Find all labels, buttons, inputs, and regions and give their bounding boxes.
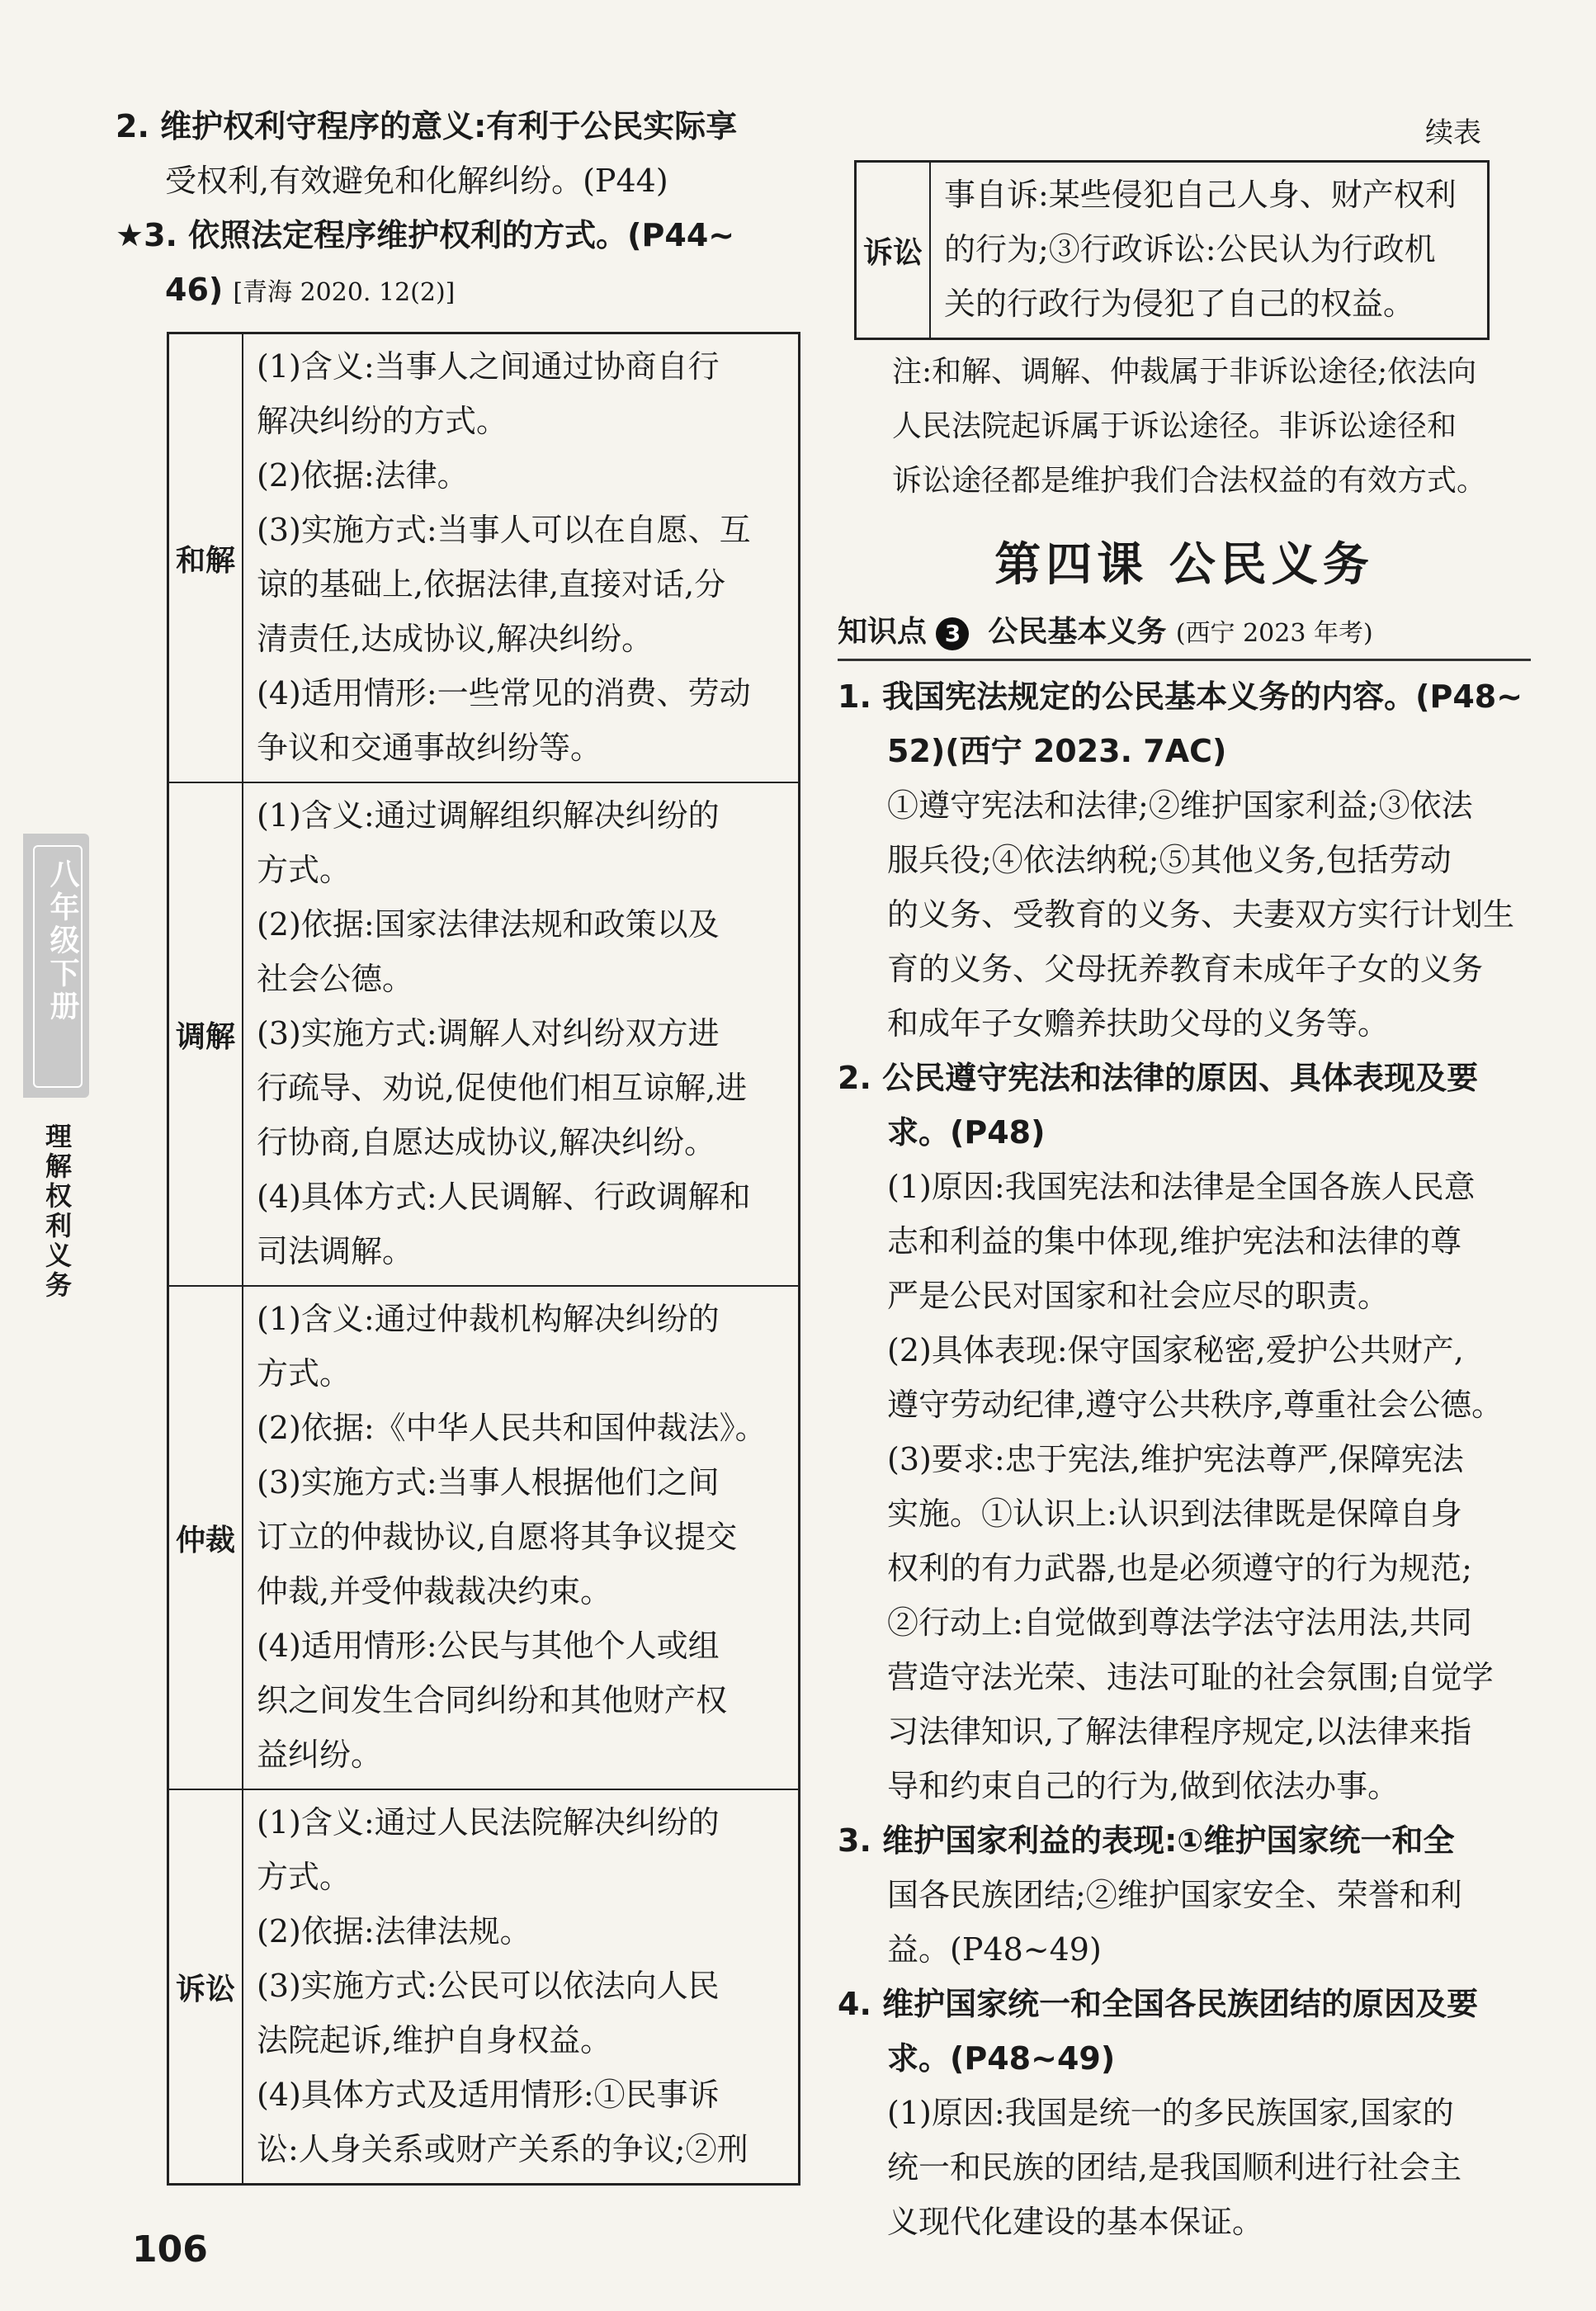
continued-table <box>854 160 1490 340</box>
row-body <box>243 1286 800 1789</box>
continued-label: 续表 <box>1425 116 1481 149</box>
row-line: 清责任,达成协议,解决纠纷。 <box>257 621 654 657</box>
row-line: (2)依据:法律。 <box>257 457 469 494</box>
page-number: 106 <box>132 2228 208 2271</box>
row-line: (1)含义:通过调解组织解决纠纷的 <box>257 797 720 834</box>
item-2-line: (3)要求:忠于宪法,维护宪法尊严,保障宪法 <box>887 1441 1464 1477</box>
right-items <box>838 669 1531 2249</box>
kp-title: 公民基本义务 <box>988 615 1167 649</box>
item-3-line-2 <box>116 262 800 320</box>
table-row <box>168 333 800 783</box>
row-line: 行疏导、劝说,促使他们相互谅解,进 <box>257 1070 748 1106</box>
item-1-line: 52)(西宁 2023. 7AC) <box>887 733 1227 769</box>
row-body <box>243 1789 800 2185</box>
methods-table <box>167 332 800 2186</box>
row-line: 讼:人身关系或财产关系的争议;②刑 <box>257 2131 748 2167</box>
continued-line: 关的行政行为侵犯了自己的权益。 <box>944 286 1415 322</box>
row-body <box>243 782 800 1286</box>
side-tab-grade: 八年级下册 <box>45 858 79 1023</box>
table-row <box>168 1789 800 2185</box>
item-4-line: 统一和民族的团结,是我国顺利进行社会主 <box>887 2149 1462 2186</box>
row-line: 解决纠纷的方式。 <box>257 403 508 439</box>
continued-line: 事自诉:某些侵犯自己人身、财产权利 <box>944 177 1457 213</box>
continued-row-body <box>930 162 1489 339</box>
item-3-line-1: ★3. 依照法定程序维护权利的方式。(P44~ <box>116 217 735 253</box>
row-line: 益纠纷。 <box>257 1737 383 1773</box>
item-4-line: 求。(P48~49) <box>887 2040 1116 2077</box>
row-line: 法院起诉,维护自身权益。 <box>257 2022 612 2058</box>
item-3-line: 3. 维护国家利益的表现:①维护国家统一和全 <box>838 1822 1455 1859</box>
right-column <box>838 106 1531 2249</box>
note <box>838 345 1531 508</box>
row-line: (3)实施方式:公民可以依法向人民 <box>257 1968 720 2004</box>
item-2-line: 习法律知识,了解法律程序规定,以法律来指 <box>887 1713 1472 1750</box>
item-2-line: ②行动上:自觉做到尊法学法守法用法,共同 <box>887 1604 1472 1641</box>
row-line: (1)含义:通过仲裁机构解决纠纷的 <box>257 1301 720 1337</box>
row-line: 司法调解。 <box>257 1233 414 1269</box>
row-line: (3)实施方式:调解人对纠纷双方进 <box>257 1015 720 1052</box>
lesson-title: 第四课 公民义务 <box>994 538 1374 592</box>
row-line: 方式。 <box>257 852 352 888</box>
kp-exam: (西宁 2023 年考) <box>1175 619 1373 648</box>
side-tab <box>23 834 89 1098</box>
row-line: (4)适用情形:公民与其他个人或组 <box>257 1628 720 1664</box>
item-2-line-1: 2. 维护权利守程序的意义:有利于公民实际享 <box>116 108 738 144</box>
row-line: (2)依据:法律法规。 <box>257 1913 531 1949</box>
item-2-line: 求。(P48) <box>887 1114 1046 1151</box>
item-1-line: 1. 我国宪法规定的公民基本义务的内容。(P48~ <box>838 678 1523 715</box>
item-1-line: 服兵役;④依法纳税;⑤其他义务,包括劳动 <box>887 842 1452 878</box>
item-3-line: 国各民族团结;②维护国家安全、荣誉和利 <box>887 1877 1462 1913</box>
kp-number-badge: 3 <box>936 617 969 650</box>
row-line: 方式。 <box>257 1355 352 1392</box>
note-line: 人民法院起诉属于诉讼途径。非诉讼途径和 <box>892 409 1457 443</box>
row-line: (4)具体方式:人民调解、行政调解和 <box>257 1179 751 1215</box>
row-head: 仲裁 <box>168 1286 243 1789</box>
item-3-pages: 46) <box>165 272 224 308</box>
row-line: 订立的仲裁协议,自愿将其争议提交 <box>257 1519 738 1555</box>
item-2-line: 实施。①认识上:认识到法律既是保障自身 <box>887 1496 1462 1532</box>
item-2-line: 导和约束自己的行为,做到依法办事。 <box>887 1768 1400 1804</box>
item-1-line: 育的义务、父母抚养教育未成年子女的义务 <box>887 951 1484 987</box>
row-line: 争议和交通事故纠纷等。 <box>257 730 602 766</box>
row-line: 行协商,自愿达成协议,解决纠纷。 <box>257 1124 716 1160</box>
table-row <box>168 1286 800 1789</box>
item-4-line: 4. 维护国家统一和全国各民族团结的原因及要 <box>838 1986 1479 2022</box>
item-2-line: (1)原因:我国宪法和法律是全国各族人民意 <box>887 1169 1476 1205</box>
table-row <box>168 782 800 1286</box>
item-2-line: 遵守劳动纪律,遵守公共秩序,尊重社会公德。 <box>887 1387 1504 1423</box>
item-1-line: ①遵守宪法和法律;②维护国家利益;③依法 <box>887 787 1473 824</box>
row-line: (2)依据:《中华人民共和国仲裁法》。 <box>257 1410 767 1446</box>
kp-label: 知识点 <box>838 615 928 649</box>
note-line: 诉讼途径都是维护我们合法权益的有效方式。 <box>892 464 1487 498</box>
row-line: 仲裁,并受仲裁裁决约束。 <box>257 1573 612 1609</box>
item-3-line: 益。(P48~49) <box>887 1931 1102 1968</box>
row-head: 诉讼 <box>168 1789 243 2185</box>
item-3-exam: [青海 2020. 12(2)] <box>233 278 456 307</box>
row-body <box>243 333 800 783</box>
row-line: 社会公德。 <box>257 961 414 997</box>
row-line: (3)实施方式:当事人可以在自愿、互 <box>257 512 751 548</box>
row-line: 织之间发生合同纠纷和其他财产权 <box>257 1682 728 1718</box>
left-column <box>116 99 800 2186</box>
row-head: 调解 <box>168 782 243 1286</box>
row-line: 谅的基础上,依据法律,直接对话,分 <box>257 566 726 603</box>
side-tab-unit: 理解权利义务 <box>41 1122 73 1301</box>
item-2-line: 权利的有力武器,也是必须遵守的行为规范; <box>887 1550 1472 1586</box>
continued-row-head: 诉讼 <box>856 162 931 339</box>
continued-line: 的行为;③行政诉讼:公民认为行政机 <box>944 231 1436 267</box>
row-head: 和解 <box>168 333 243 783</box>
row-line: (2)依据:国家法律法规和政策以及 <box>257 906 720 943</box>
row-line: (4)适用情形:一些常见的消费、劳动 <box>257 675 751 711</box>
table-row <box>856 162 1489 339</box>
row-line: 方式。 <box>257 1859 352 1895</box>
row-line: (4)具体方式及适用情形:①民事诉 <box>257 2077 720 2113</box>
item-2-line-2: 受权利,有效避免和化解纠纷。(P44) <box>165 163 668 199</box>
note-line: 注:和解、调解、仲裁属于非诉讼途径;依法向 <box>892 355 1477 389</box>
item-1-line: 的义务、受教育的义务、夫妻双方实行计划生 <box>887 896 1515 933</box>
item-2-line: 严是公民对国家和社会应尽的职责。 <box>887 1278 1390 1314</box>
knowledge-point-header <box>838 609 1531 661</box>
item-2-line: (2)具体表现:保守国家秘密,爱护公共财产, <box>887 1332 1464 1368</box>
item-4-line: 义现代化建设的基本保证。 <box>887 2204 1264 2240</box>
row-line: (3)实施方式:当事人根据他们之间 <box>257 1464 720 1500</box>
item-2-line: 营造守法光荣、违法可耻的社会氛围;自觉学 <box>887 1659 1494 1695</box>
row-line: (1)含义:通过人民法院解决纠纷的 <box>257 1804 720 1841</box>
item-4-line: (1)原因:我国是统一的多民族国家,国家的 <box>887 2095 1454 2131</box>
row-line: (1)含义:当事人之间通过协商自行 <box>257 348 720 385</box>
item-1-line: 和成年子女赡养扶助父母的义务等。 <box>887 1005 1390 1042</box>
item-2-line: 2. 公民遵守宪法和法律的原因、具体表现及要 <box>838 1060 1479 1096</box>
item-2-line: 志和利益的集中体现,维护宪法和法律的尊 <box>887 1223 1462 1259</box>
